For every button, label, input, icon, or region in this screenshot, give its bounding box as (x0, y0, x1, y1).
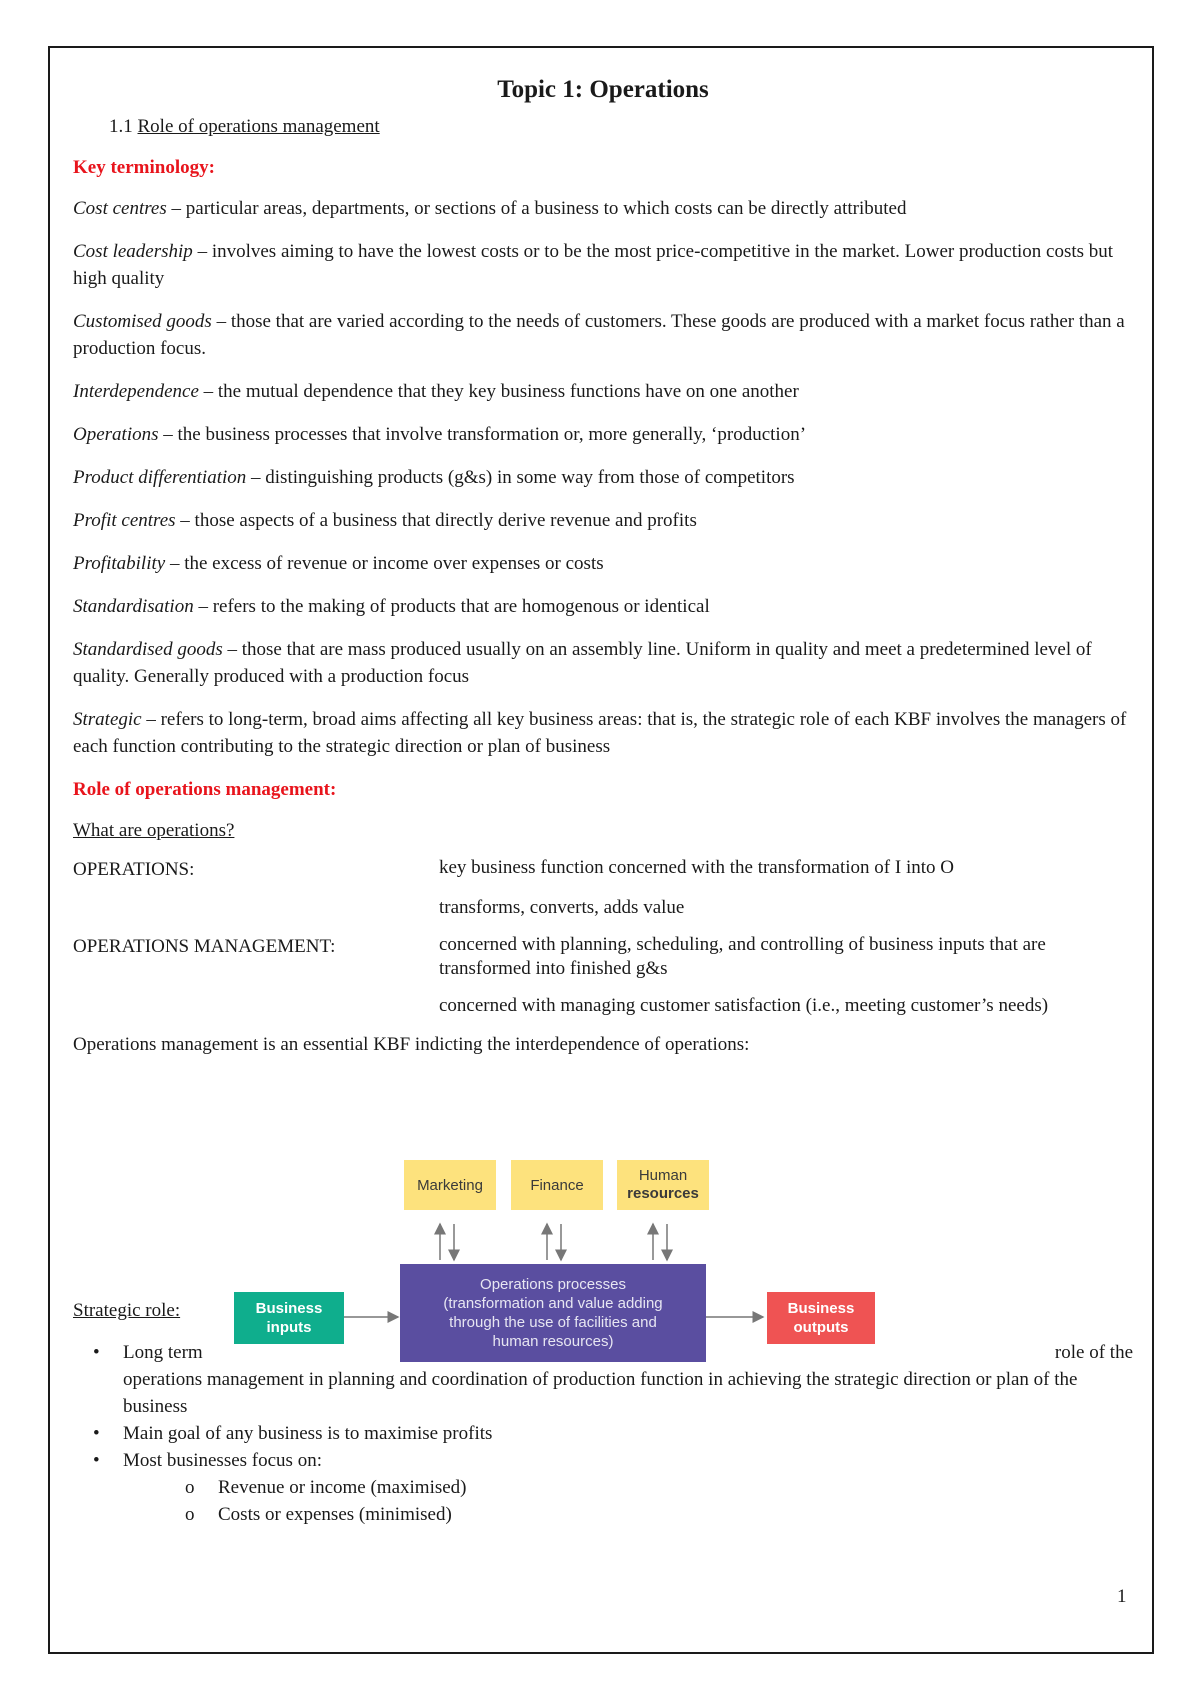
term-item (73, 636, 1133, 690)
term-name: Profit centres (73, 510, 176, 531)
operations-row (73, 856, 1133, 883)
term-item (73, 195, 1133, 222)
term-item (73, 378, 1133, 405)
hr-label-line1: Human (638, 1167, 688, 1184)
document-body (73, 60, 1133, 1058)
operations-definition-2: transforms, converts, adds value (439, 897, 685, 918)
bullet-1-start: Long term (123, 1342, 203, 1363)
term-name: Interdependence (73, 381, 199, 402)
bullet-item (73, 1420, 1133, 1447)
finance-label: Finance (530, 1176, 584, 1194)
term-definition: – distinguishing products (g&s) in some way from those of competitors (246, 467, 795, 488)
outputs-line2: outputs (793, 1319, 849, 1336)
operations-definition-1: key business function concerned with the transformation of I into O (439, 857, 954, 878)
section-number: 1.1 (109, 116, 133, 137)
term-name: Cost centres (73, 198, 167, 219)
term-definition: – the excess of revenue or income over expenses or costs (165, 553, 604, 574)
spacer (73, 896, 439, 920)
spacer (73, 994, 439, 1018)
key-terminology-heading: Key terminology: (73, 157, 215, 178)
process-line3: through the use of facilities and (449, 1314, 657, 1331)
term-name: Product differentiation (73, 467, 247, 488)
term-item (73, 308, 1133, 362)
role-heading: Role of operations management: (73, 779, 337, 800)
bullet-first-line (123, 1339, 1133, 1366)
operations-management-label: OPERATIONS MANAGEMENT: (73, 936, 336, 957)
term-definition: – refers to long-term, broad aims affecting all key business areas: that is, the strategic role of each KBF involves the managers of each function contributing to the strategic direction or plan of business (73, 709, 1127, 757)
operations-management-definition-2: concerned with managing customer satisfaction (i.e., meeting customer’s needs) (439, 995, 1049, 1016)
term-item (73, 593, 1133, 620)
term-definition: – those that are varied according to the needs of customers. These goods are produced with a market focus rather than a production focus. (73, 311, 1125, 359)
marketing-label: Marketing (417, 1176, 483, 1194)
sub-bullet-item (73, 1501, 1133, 1528)
process-line2: (transformation and value adding (443, 1295, 663, 1312)
term-name: Profitability (73, 553, 166, 574)
inputs-line2: inputs (266, 1319, 312, 1336)
strategic-role-heading: Strategic role: (73, 1300, 181, 1321)
sub-bullet-icon: o (185, 1477, 195, 1498)
bullet-1-rest: operations management in planning and coordination of production function in achieving the strategic direction or plan of the business (123, 1369, 1078, 1417)
page-title: Topic 1: Operations (497, 76, 709, 103)
term-definition: – the mutual dependence that they key business functions have on one another (198, 381, 799, 402)
term-item (73, 421, 1133, 448)
term-name: Operations (73, 424, 159, 445)
business-inputs-box (234, 1292, 344, 1344)
term-item (73, 550, 1133, 577)
bullet-item (73, 1447, 1133, 1474)
sub-bullet-item (73, 1474, 1133, 1501)
terminology-list (73, 195, 1133, 760)
term-definition: – those aspects of a business that directly derive revenue and profits (175, 510, 697, 531)
term-name: Strategic (73, 709, 142, 730)
hr-label-line2: resources (627, 1185, 699, 1202)
term-definition: – involves aiming to have the lowest costs or to be the most price-competitive in the market. Lower production costs but high quality (73, 241, 1114, 289)
bullet-1-end: role of the (1054, 1342, 1133, 1363)
sub-bullet-1-text: Revenue or income (maximised) (218, 1477, 467, 1498)
term-definition: – particular areas, departments, or sections of a business to which costs can be directly attributed (166, 198, 907, 219)
term-name: Customised goods (73, 311, 212, 332)
bullet-icon: • (93, 1423, 100, 1444)
term-definition: – those that are mass produced usually on an assembly line. Uniform in quality and meet a predetermined level of quality. Generally produced with a production focus (73, 639, 1092, 687)
operations-row-2 (73, 896, 1133, 920)
what-are-operations-heading: What are operations? (73, 820, 235, 841)
section-title: Role of operations management (137, 116, 380, 137)
outputs-line1: Business (787, 1300, 855, 1317)
process-line4: human resources) (492, 1333, 614, 1350)
bullet-icon: • (93, 1450, 100, 1471)
page-number: 1 (1117, 1586, 1127, 1607)
term-item (73, 507, 1133, 534)
term-definition: – the business processes that involve transformation or, more generally, ‘production’ (158, 424, 807, 445)
business-outputs-box (767, 1292, 875, 1344)
operations-management-row-2 (73, 994, 1133, 1018)
hr-box (617, 1160, 709, 1210)
bullet-3-text: Most businesses focus on: (123, 1450, 322, 1471)
bullet-icon: • (93, 1342, 100, 1363)
inputs-line1: Business (255, 1300, 323, 1317)
term-name: Cost leadership (73, 241, 193, 262)
bullet-2-text: Main goal of any business is to maximise profits (123, 1423, 493, 1444)
term-definition: – refers to the making of products that are homogenous or identical (193, 596, 710, 617)
operations-management-row (73, 933, 1133, 981)
marketing-box (404, 1160, 496, 1210)
interdependence-intro: Operations management is an essential KBF indicting the interdependence of operations: (73, 1034, 750, 1055)
operations-label: OPERATIONS: (73, 859, 195, 880)
strategic-role-list (73, 1339, 1133, 1528)
sub-bullet-icon: o (185, 1504, 195, 1525)
term-name: Standardisation (73, 596, 194, 617)
term-item (73, 238, 1133, 292)
process-line1: Operations processes (480, 1276, 626, 1293)
sub-bullet-2-text: Costs or expenses (minimised) (218, 1504, 452, 1525)
section-heading (109, 113, 1133, 140)
term-name: Standardised goods (73, 639, 223, 660)
finance-box (511, 1160, 603, 1210)
term-item (73, 464, 1133, 491)
term-item (73, 706, 1133, 760)
bullet-item (73, 1339, 1133, 1420)
operations-management-definition-1: concerned with planning, scheduling, and controlling of business inputs that are transformed into finished g&s (439, 934, 1046, 979)
